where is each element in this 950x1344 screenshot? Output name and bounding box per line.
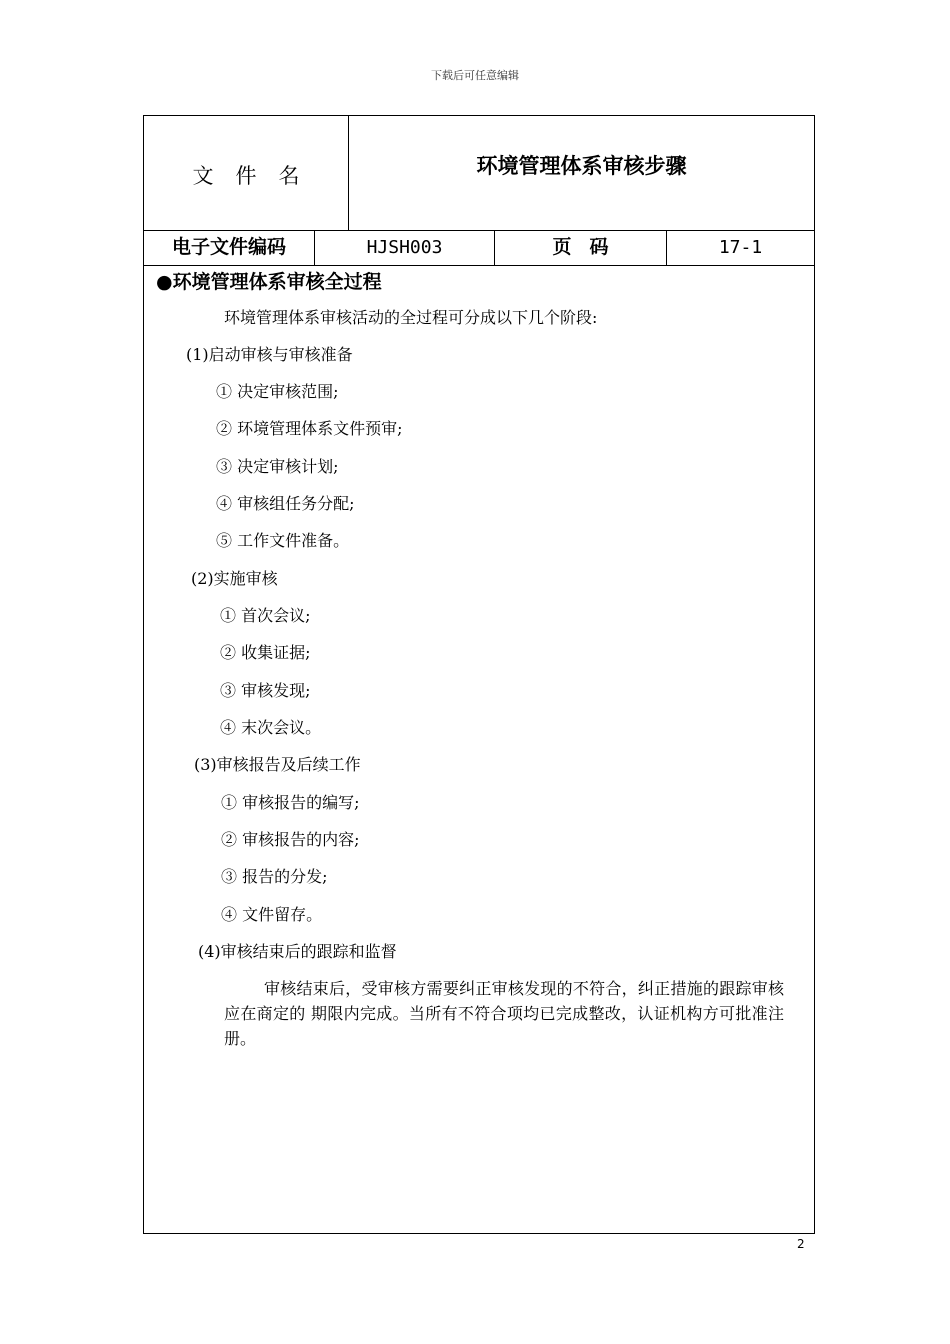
section-2-item: ④ 末次会议。 [220, 718, 322, 737]
code-row [144, 230, 814, 266]
section-1-item: ⑤ 工作文件准备。 [216, 531, 350, 550]
section-2-title: (2)实施审核 [191, 569, 278, 588]
section-1-item: ③ 决定审核计划; [216, 457, 339, 476]
code-label: 电子文件编码 [144, 230, 315, 265]
document-form [143, 115, 815, 1234]
section-1-item: ① 决定审核范围; [216, 382, 339, 401]
section-3-title: (3)审核报告及后续工作 [194, 755, 361, 774]
page-number: 2 [797, 1237, 805, 1251]
section-2-item: ② 收集证据; [220, 643, 311, 662]
section-3-item: ③ 报告的分发; [221, 867, 328, 886]
section-4-title: (4)审核结束后的跟踪和监督 [198, 942, 397, 961]
page-label: 页码 [495, 230, 667, 265]
download-note: 下载后可任意编辑 [431, 69, 519, 82]
section-4-paragraph: 审核结束后，受审核方需要纠正审核发现的不符合，纠正措施的跟踪审核应在商定的 期限内完成。当所有不符合项均已完成整改，认证机构方可批准注册。 [224, 979, 784, 1048]
section-1-title: (1)启动审核与审核准备 [186, 345, 353, 364]
document-title: 环境管理体系审核步骤 [476, 154, 687, 178]
section-2-item: ① 首次会议; [220, 606, 311, 625]
file-name-label: 文件名 [192, 164, 322, 188]
code-value: HJSH003 [315, 230, 495, 265]
section-2-item: ③ 审核发现; [220, 681, 311, 700]
title-row [144, 116, 814, 231]
file-name-label-cell [144, 116, 349, 230]
section-3-item: ② 审核报告的内容; [221, 830, 360, 849]
section-1-item: ② 环境管理体系文件预审; [216, 419, 403, 438]
section-3-item: ④ 文件留存。 [221, 905, 323, 924]
section-3-item: ① 审核报告的编写; [221, 793, 360, 812]
intro-text: 环境管理体系审核活动的全过程可分成以下几个阶段: [224, 308, 598, 327]
section-heading: ●环境管理体系审核全过程 [156, 271, 382, 293]
page-value: 17-1 [718, 237, 763, 258]
section-1-item: ④ 审核组任务分配; [216, 494, 355, 513]
